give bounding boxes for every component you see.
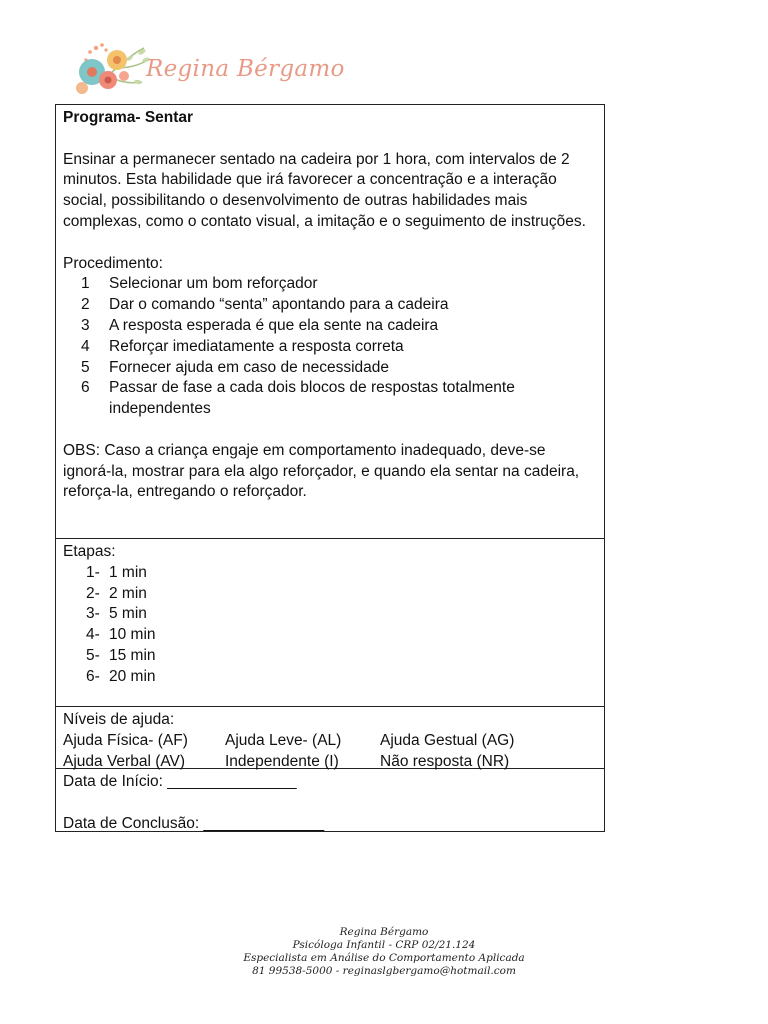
etapa-text: 10 min	[109, 626, 156, 644]
procedure-step	[63, 378, 597, 420]
step-number: 4	[81, 337, 90, 355]
step-text: Fornecer ajuda em caso de necessidade	[109, 358, 390, 376]
brand-name: Regina Bérgamo	[146, 56, 345, 82]
procedure-step	[63, 358, 597, 379]
footer-specialty: Especialista em Análise do Comportamento Aplicada	[243, 952, 525, 964]
etapa-item	[86, 563, 597, 584]
etapa-item	[86, 604, 597, 625]
step-text: Selecionar um bom reforçador	[109, 275, 318, 293]
program-table	[55, 104, 605, 832]
etapas-label: Etapas:	[63, 543, 116, 560]
etapa-number: 1-	[86, 563, 100, 581]
etapa-number: 3-	[86, 605, 100, 623]
step-number: 2	[81, 296, 90, 314]
help-level: Ajuda Gestual (AG)	[380, 731, 515, 749]
etapa-text: 5 min	[109, 605, 147, 623]
etapa-number: 2-	[86, 584, 100, 602]
etapa-item	[86, 584, 597, 605]
help-level: Ajuda Leve- (AL)	[225, 731, 342, 749]
etapa-text: 20 min	[109, 667, 156, 685]
footer-signature	[0, 926, 768, 978]
help-level: Não resposta (NR)	[380, 752, 510, 770]
etapas-list	[63, 563, 597, 688]
etapa-number: 6-	[86, 667, 100, 685]
flower-bouquet-icon	[72, 38, 152, 102]
help-level: Independente (I)	[225, 752, 339, 770]
step-text: Dar o comando “senta” apontando para a cadeira	[109, 296, 449, 314]
step-number: 6	[81, 379, 90, 397]
program-description-section	[56, 105, 604, 539]
step-number: 5	[81, 358, 90, 376]
etapa-text: 2 min	[109, 584, 147, 602]
logo	[72, 38, 345, 102]
footer-role: Psicóloga Infantil - CRP 02/21.124	[292, 939, 476, 951]
etapa-number: 4-	[86, 626, 100, 644]
procedure-step	[63, 337, 597, 358]
footer-name: Regina Bérgamo	[339, 926, 429, 938]
step-text: Reforçar imediatamente a resposta correta	[109, 337, 404, 355]
program-description: Ensinar a permanecer sentado na cadeira por 1 hora, com intervalos de 2 minutos. Esta habilidade que irá favorecer a concentração e a interação social, possibilitando o desenvolvimento de outras habilidades mais complexas, como o contato visual, a imitação e o seguimento de instruções.	[63, 150, 586, 230]
step-text: A resposta esperada é que ela sente na cadeira	[109, 316, 439, 334]
procedure-label: Procedimento:	[63, 254, 163, 272]
completion-date-field: Data de Conclusão: ______________	[63, 814, 325, 832]
etapa-text: 15 min	[109, 646, 156, 664]
procedure-step	[63, 316, 597, 337]
procedure-step	[63, 274, 597, 295]
procedure-step	[63, 295, 597, 316]
etapa-item	[86, 667, 597, 688]
step-text: Passar de fase a cada dois blocos de respostas totalmente independentes	[109, 379, 515, 418]
etapa-item	[86, 646, 597, 667]
etapas-section	[56, 539, 604, 707]
help-level: Ajuda Física- (AF)	[63, 731, 188, 749]
step-number: 3	[81, 316, 90, 334]
etapa-item	[86, 625, 597, 646]
obs-note: OBS: Caso a criança engaje em comportamento inadequado, deve-se ignorá-la, mostrar para ela algo reforçador, e quando ela sentar na cadeira, reforça-la, entregando o reforçador.	[63, 441, 580, 501]
step-number: 1	[81, 275, 90, 293]
footer-contact: 81 99538-5000 - reginaslgbergamo@hotmail.com	[252, 965, 516, 977]
etapa-text: 1 min	[109, 563, 147, 581]
help-levels-section	[56, 707, 604, 769]
procedure-steps	[63, 274, 597, 420]
help-level: Ajuda Verbal (AV)	[63, 752, 186, 770]
start-date-field: Data de Início: _______________	[63, 773, 297, 790]
etapa-number: 5-	[86, 646, 100, 664]
help-levels-row	[63, 731, 597, 752]
program-title: Programa- Sentar	[63, 109, 194, 126]
dates-section	[56, 769, 604, 831]
help-levels-label: Níveis de ajuda:	[63, 711, 175, 728]
